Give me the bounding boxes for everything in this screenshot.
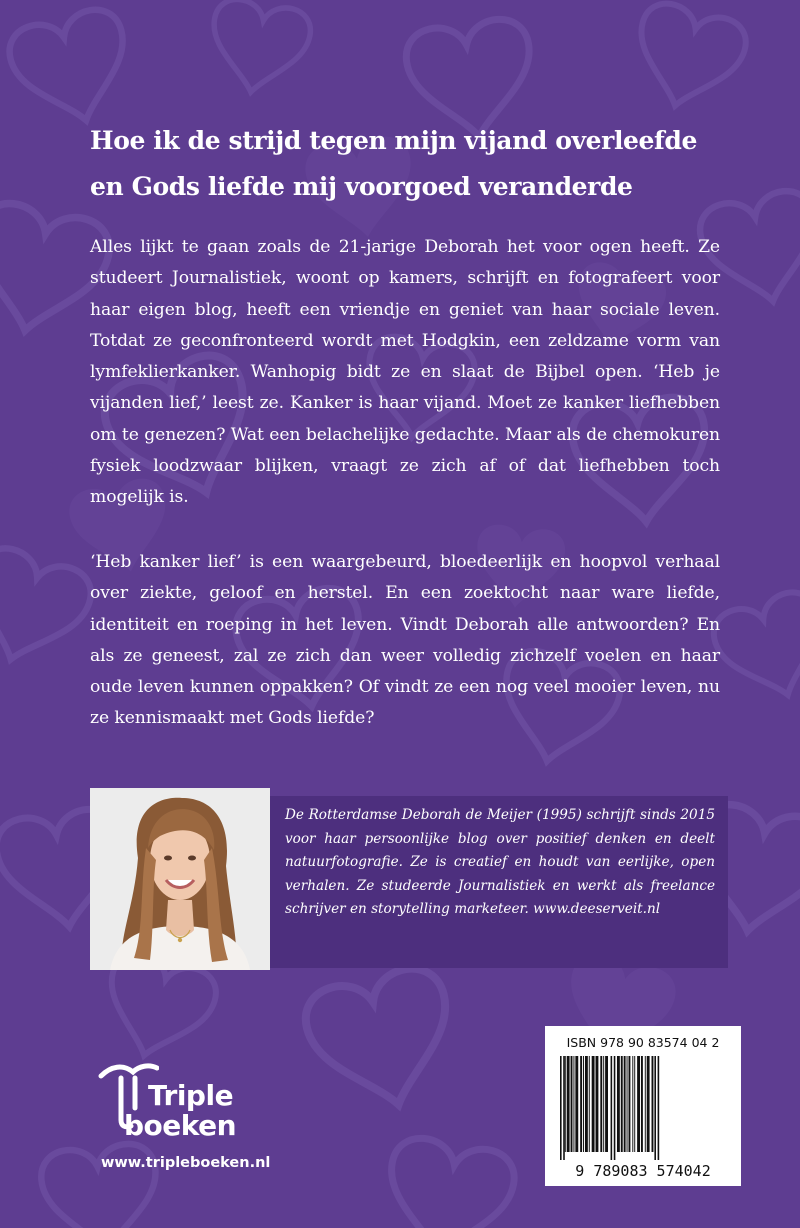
publisher-name-line-2: boeken <box>124 1109 237 1142</box>
blurb-paragraph-2: ‘Heb kanker lief’ is een waargebeurd, bloedeerlijk en hoopvol verhaal over ziekte, geloof en herstel. En een zoektocht naar ware liefde, identiteit en roeping in het leven. Vindt Deborah alle antwoorden? En als ze geneest, zal ze zich dan weer volledig zichzelf voelen en haar oude leven kunnen oppakken? Of vindt ze een nog veel mooier leven, nu ze kennismaakt met Gods liefde? <box>90 552 720 729</box>
headline-line-2: en Gods liefde mij voorgoed veranderde <box>90 172 633 201</box>
barcode-box <box>545 1026 741 1186</box>
headline-line-1: Hoe ik de strijd tegen mijn vijand overleefde <box>90 126 697 155</box>
author-photo <box>90 788 270 970</box>
blurb-paragraph-1: Alles lijkt te gaan zoals de 21-jarige Deborah het voor ogen heeft. Ze studeert Journalistiek, woont op kamers, schrijft en fotografeert voor haar eigen blog, heeft een vriendje en geniet van haar sociale leven. Totdat ze geconfronteerd wordt met Hodgkin, een zeldzame vorm van lymfeklierkanker. Wanhopig bidt ze en slaat de Bijbel open. ‘Heb je vijanden lief,’ leest ze. Kanker is haar vijand. Moet ze kanker liefhebben om te genezen? Wat een belachelijke gedachte. Maar als de chemokuren fysiek loodzwaar blijken, vraagt ze zich af of dat liefhebben toch mogelijk is. <box>90 237 720 508</box>
ean-barcode <box>550 1056 736 1180</box>
author-bio: De Rotterdamse Deborah de Meijer (1995) schrijft sinds 2015 voor haar persoonlijke blog over positief denken en deelt natuurfotografie. Ze is creatief en houdt van eerlijke, open verhalen. Ze studeerde Journalistiek en werkt als freelance schrijver en storytelling marketeer. www.deeserveit.nl <box>285 807 715 918</box>
barcode-number: 9 789083 574042 <box>575 1162 711 1180</box>
publisher-name-line-1: Triple <box>148 1079 234 1112</box>
isbn-label: ISBN 978 90 83574 04 2 <box>566 1035 720 1050</box>
publisher-website: www.tripleboeken.nl <box>101 1155 271 1171</box>
publisher-logo-text <box>124 1079 237 1142</box>
back-cover-headline <box>90 118 730 210</box>
